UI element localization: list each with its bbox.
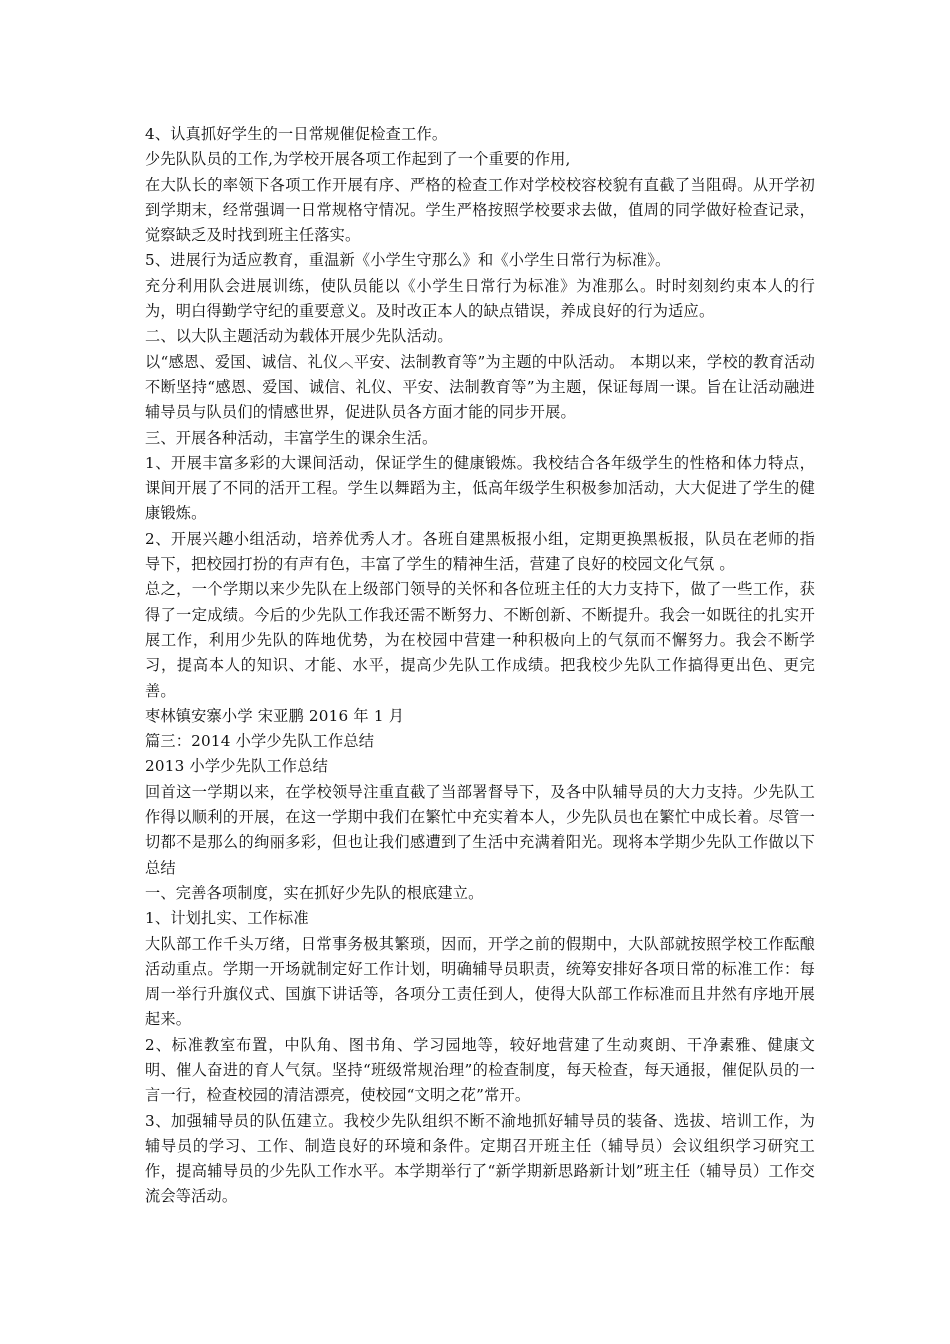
section-heading-2: 二、以大队主题活动为载体开展少先队活动。 xyxy=(145,327,453,346)
paragraph-inspection: 在大队长的率领下各项工作开展有序、严格的检查工作对学校校容校貌有直截了当阻碍。从开学初到学期末，经常强调一日常规格守情况。学生严格按照学校要求去做，值周的同学做好检查记录，觉察缺乏及时找到班主任落实。 xyxy=(145,175,815,245)
paragraph-brigade-work: 大队部工作千头万绪，日常事务极其繁琐，因而，开学之前的假期中，大队部就按照学校工作酝酿活动重点。学期一开场就制定好工作计划，明确辅导员职责，统筹安排好各项日常的标准工作：每周一举行升旗仪式、国旗下讲话等，各项分工责任到人，使得大队部工作标准而且井然有序地开展起来。 xyxy=(145,934,815,1029)
document-body xyxy=(145,122,815,1210)
paragraph-interest-groups: 2、开展兴趣小组活动，培养优秀人才。各班自建黑板报小组，定期更换黑板报，队员在老师的指导下，把校园打扮的有声有色，丰富了学生的精神生活，营建了良好的校园文化气氛 。 xyxy=(145,529,815,574)
paragraph-counselor-team: 3、加强辅导员的队伍建立。我校少先队组织不断不渝地抓好辅导员的装备、选拔、培训工作，为辅导员的学习、工作、制造良好的环境和条件。定期召开班主任（辅导员）会议组织学习研究工作，提高辅导员的少先队工作水平。本学期举行了“新学期新思路新计划”班主任（辅导员）工作交流会等活动。 xyxy=(145,1111,815,1206)
paragraph-review: 回首这一学期以来，在学校领导注重直截了当部署督导下，及各中队辅导员的大力支持。少先队工作得以顺利的开展，在这一学期中我们在繁忙中充实着本人，少先队员也在繁忙中成长着。尽管一切都不是那么的绚丽多彩，但也让我们感遭到了生活中充满着阳光。现将本学期少先队工作做以下总结 xyxy=(145,782,815,877)
paragraph-classroom-layout: 2、标准教室布置，中队角、图书角、学习园地等，较好地营建了生动爽朗、干净素雅、健康文明、催人奋进的育人气氛。坚持“班级常规治理”的检查制度，每天检查，每天通报，催促队员的一言一行，检查校园的清洁漂亮，使校园“文明之花”常开。 xyxy=(145,1035,815,1105)
article-subtitle: 2013 小学少先队工作总结 xyxy=(145,757,328,776)
paragraph-pioneer-role: 少先队队员的工作,为学校开展各项工作起到了一个重要的作用, xyxy=(145,150,571,169)
paragraph-theme-activities: 以“感恩、爱国、诚信、礼仪︿平安、法制教育等”为主题的中队活动。 本期以来，学校的教育活动不断坚持“感恩、爱国、诚信、礼仪、平安、法制教育等”为主题，保证每周一课。旨在让活动融进辅导员与队员们的情感世界，促进队员各方面才能的同步开展。 xyxy=(145,352,815,422)
paragraph-break-activities: 1、开展丰富多彩的大课间活动，保证学生的健康锻炼。我校结合各年级学生的性格和体力特点，课间开展了不同的活开工程。学生以舞蹈为主，低高年级学生积极参加活动，大大促进了学生的健康锻炼。 xyxy=(145,453,815,523)
paragraph-item-5: 5、进展行为适应教育，重温新《小学生守那么》和《小学生日常行为标准》。 xyxy=(145,251,671,270)
paragraph-conclusion: 总之，一个学期以来少先队在上级部门领导的关怀和各位班主任的大力支持下，做了一些工作，获得了一定成绩。今后的少先队工作我还需不断努力、不断创新、不断提升。我会一如既往的扎实开展工作，利用少先队的阵地优势，为在校园中营建一种积极向上的气氛而不懈努力。我会不断学习，提高本人的知识、才能、水平，提高少先队工作成绩。把我校少先队工作搞得更出色、更完善。 xyxy=(145,580,815,700)
section-heading-1: 一、完善各项制度，实在抓好少先队的根底建立。 xyxy=(145,883,484,902)
article-title: 篇三：2014 小学少先队工作总结 xyxy=(145,732,375,751)
paragraph-team-meeting: 充分利用队会进展训练，使队员能以《小学生日常行为标准》为准那么。时时刻刻约束本人的行为，明白得勤学守纪的重要意义。及时改正本人的缺点错误，养成良好的行为适应。 xyxy=(145,276,815,321)
signature-line: 枣林镇安寨小学 宋亚鹏 2016 年 1 月 xyxy=(145,706,405,725)
paragraph-item-4: 4、认真抓好学生的一日常规催促检查工作。 xyxy=(145,125,448,143)
section-heading-3: 三、开展各种活动，丰富学生的课余生活。 xyxy=(145,428,438,447)
subheading-plan: 1、计划扎实、工作标准 xyxy=(145,909,309,928)
